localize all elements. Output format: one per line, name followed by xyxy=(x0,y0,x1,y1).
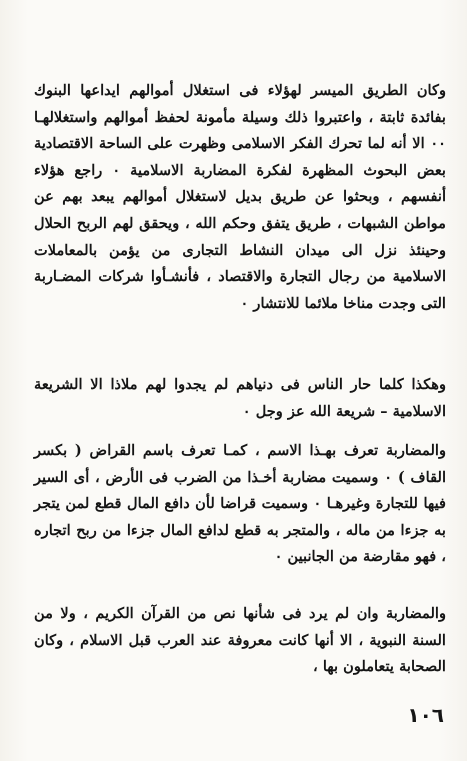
paragraph-mudaraba-origin: والمضاربة وان لم يرد فى شأنها نص من القرآن الكريم ، ولا من السنة النبوية ، الا أنها كانت معروفة عند العرب قبل الاسلام ، وكان الصحابة يتعاملون بها ، xyxy=(34,605,446,676)
paragraph-mudaraba-definition: والمضاربة تعرف بهـذا الاسم ، كمـا تعرف باسم القراض ( بكسر القاف ) ٠ وسميت مضاربة أخـذا من الضرب فى الأرض ، أى السير فيها للتجارة وغيرهـا ٠ وسميت قراضا لأن دافع المال قطع لمن يتجر به جزءا من ماله ، والمتجر به قطع لدافع المال جزءا من ربح اتجاره ، فهو مقارضة من الجانبين ٠ xyxy=(34,442,446,566)
paragraph-islamic-sharia: وهكذا كلما حار الناس فى دنياهم لم يجدوا لهم ملاذا الا الشريعة الاسلامية – شريعة الله عز وجل ٠ xyxy=(34,376,446,420)
paragraph-investment-history: وكان الطريق الميسر لهؤلاء فى استغلال أموالهم ايداعها البنوك بفائدة ثابتة ، واعتبروا ذلك وسيلة مأمونة لحفظ أموالهم واستغلالهـا ٠٠ الا أنه لما تحرك الفكر الاسلامى وظهرت على الساحة الاقتصادية بعض البحوث المظهرة لفكرة المضاربة الاسلامية ٠ راجع هؤلاء أنفسهم ، وبحثوا عن طريق بديل لاستغلال أموالهم يبعد بهم عن مواطن الشبهات ، طريق يتفق وحكم الله ، ويحقق لهم الربح الحلال وحينئذ نزل الى ميدان النشاط التجارى من يؤمن بالمعاملات الاسلامية من رجال التجارة والاقتصاد ، فأنشـأوا شركات المضـاربة التى وجدت مناخا ملائما للانتشار ٠ xyxy=(34,82,446,312)
page-number: ١٠٦ xyxy=(407,703,444,727)
